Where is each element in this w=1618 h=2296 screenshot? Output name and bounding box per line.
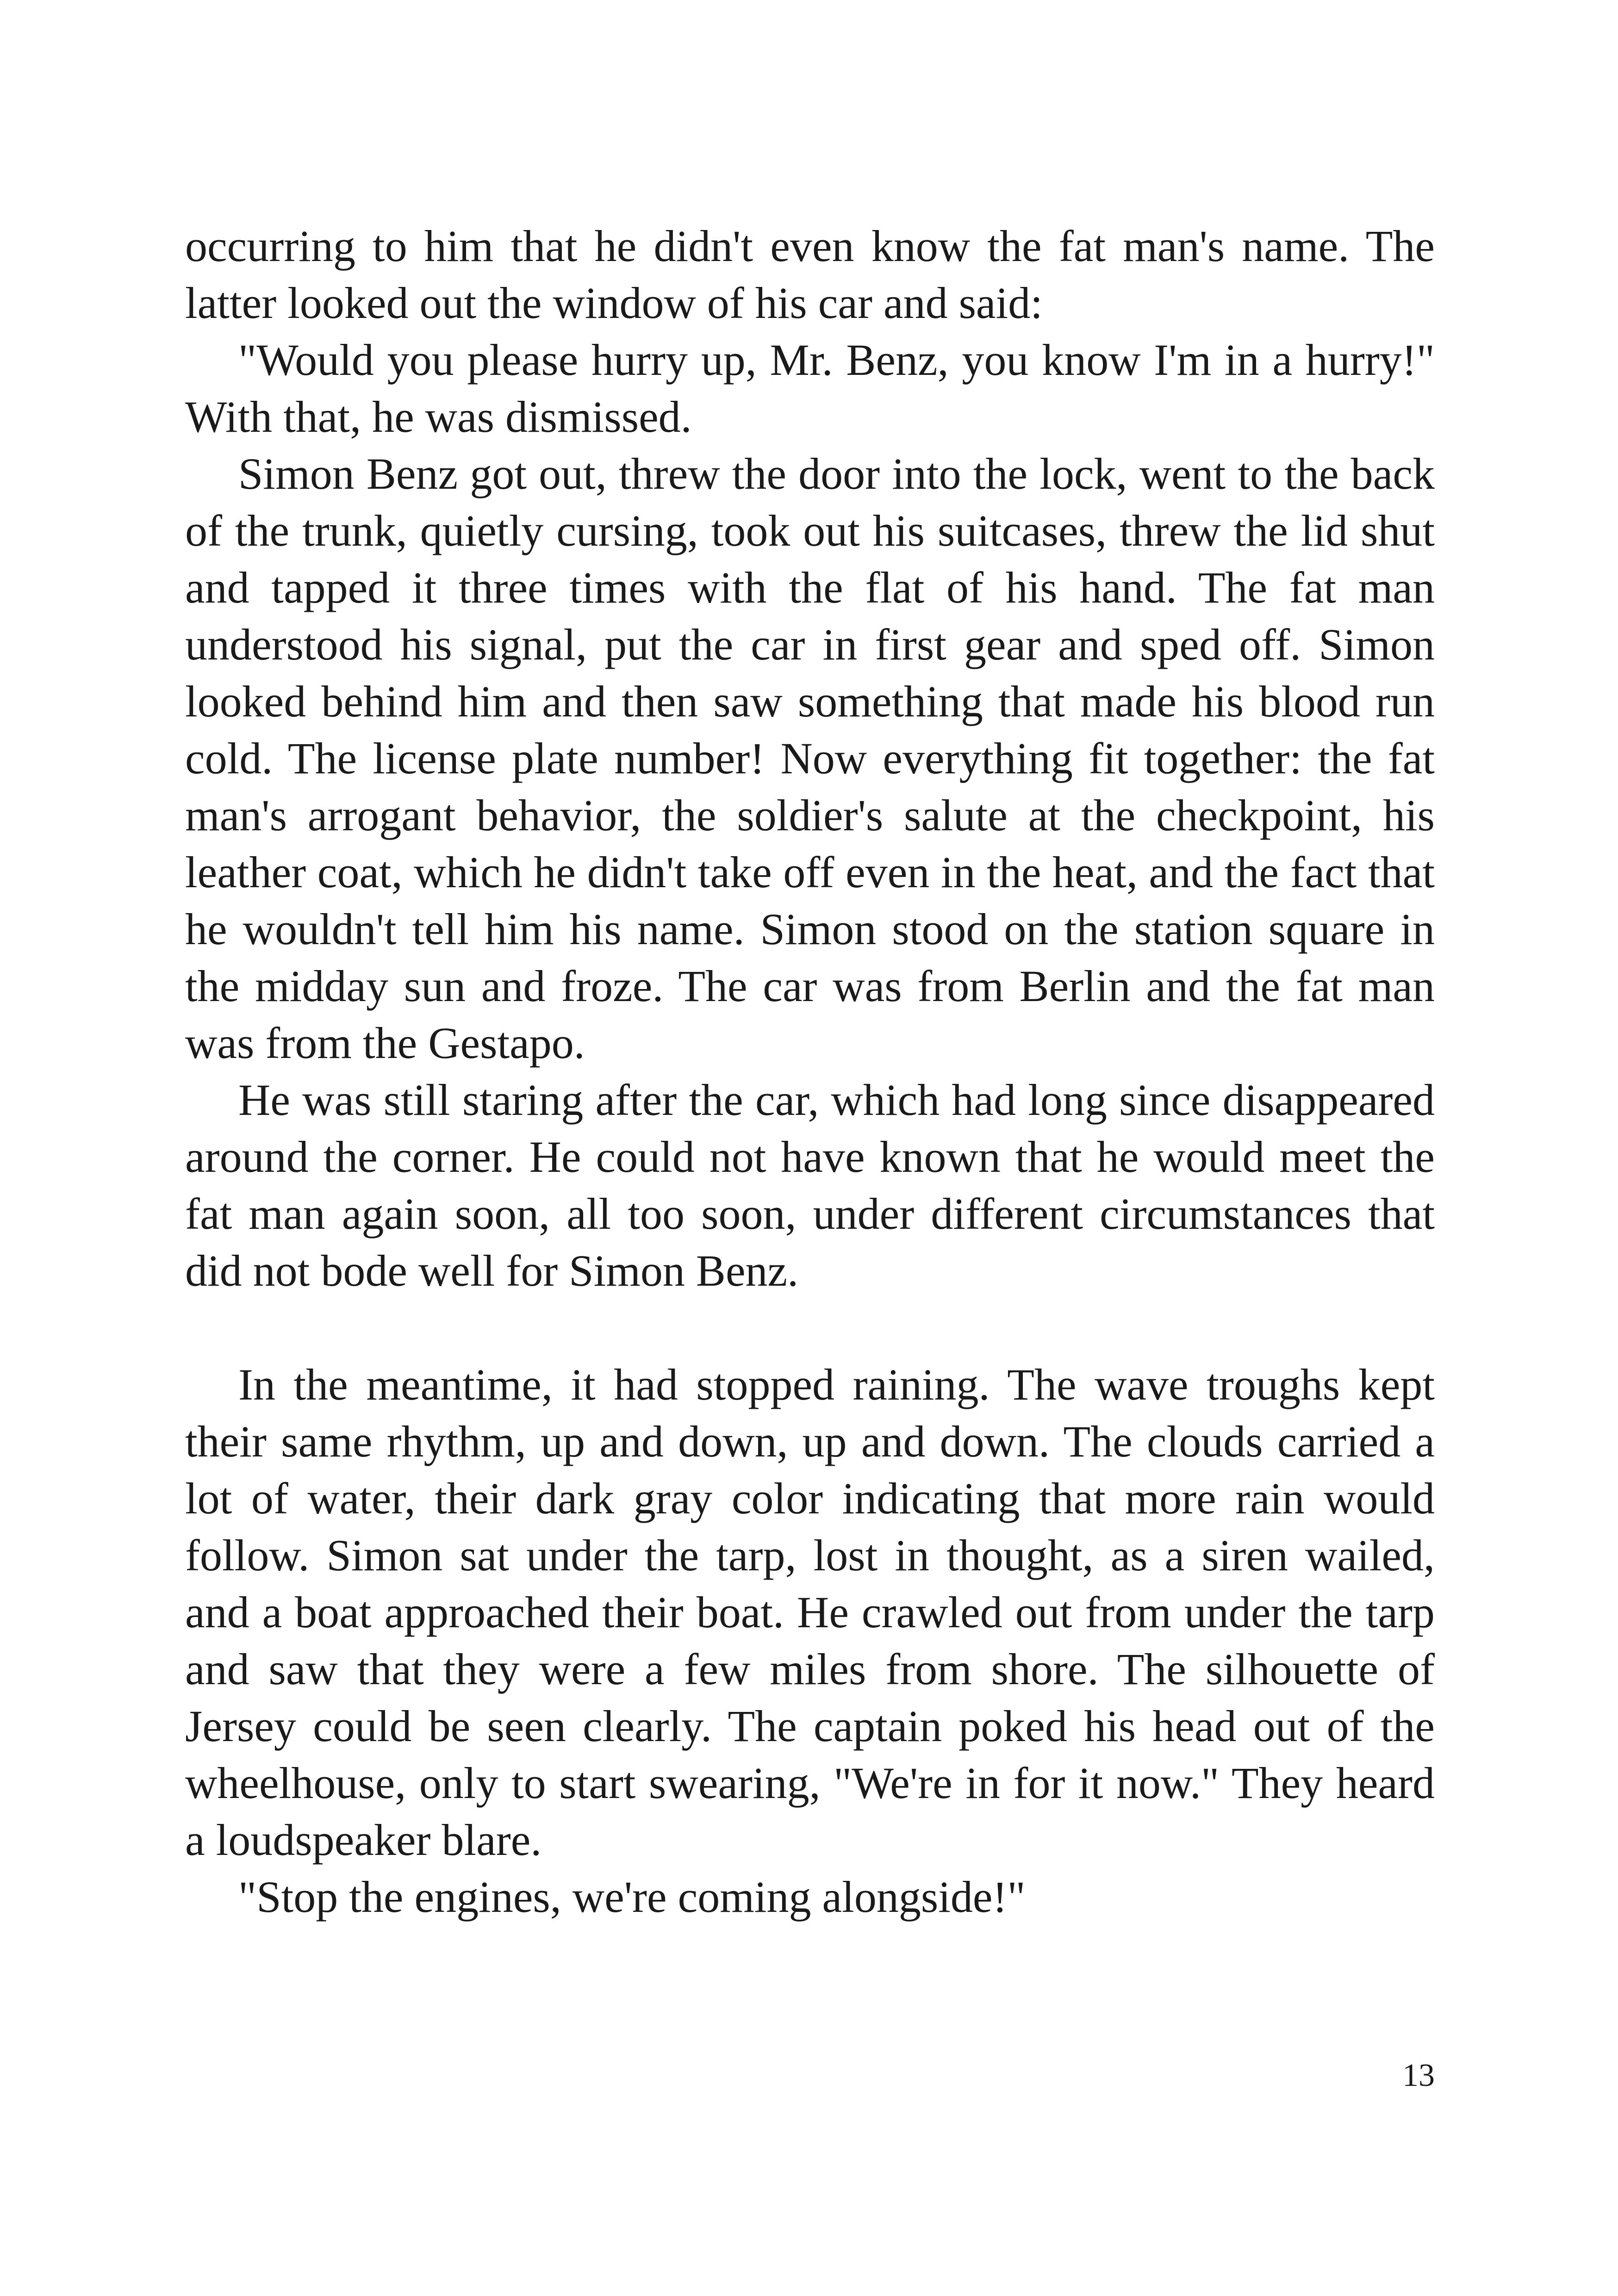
paragraph-5: In the meantime, it had stopped raining. The wave troughs kept their same rhythm, up and down, up and down. The clouds carried a lot of water, their dark gray color indicating that more rain would follow. Simon sat under the tarp, lost in thought, as a siren wailed, and a boat approached their boat. He crawled out from under the tarp and saw that they were a few miles from shore. The silhouette of Jersey could be seen clearly. The captain poked his head out of the wheelhouse, only to start swearing, "We're in for it now." They heard a loudspeaker blare. (185, 1360, 1435, 1865)
paragraph-6: "Stop the engines, we're coming alongside!" (238, 1872, 1026, 1922)
page-body-text (185, 218, 1435, 1925)
paragraph-4: He was still staring after the car, which had long since disappeared around the corner. He could not have known that he would meet the fat man again soon, all too soon, under different circumstances that did not bode well for Simon Benz. (185, 1075, 1435, 1295)
paragraph-3: Simon Benz got out, threw the door into the lock, went to the back of the trunk, quietly cursing, took out his suitcases, threw the lid shut and tapped it three times with the flat of his hand. The fat man understood his signal, put the car in first gear and sped off. Simon looked behind him and then saw something that made his blood run cold. The license plate number! Now everything fit together: the fat man's arrogant behavior, the soldier's salute at the checkpoint, his leather coat, which he didn't take off even in the heat, and the fact that he wouldn't tell him his name. Simon stood on the station square in the midday sun and froze. The car was from Berlin and the fat man was from the Gestapo. (185, 449, 1435, 1068)
paragraph-1: occurring to him that he didn't even know the fat man's name. The latter looked out the window of his car and said: (185, 221, 1435, 328)
paragraph-2: "Would you please hurry up, Mr. Benz, you know I'm in a hurry!" With that, he was dismissed. (185, 335, 1435, 442)
page-number: 13 (1402, 2058, 1435, 2093)
